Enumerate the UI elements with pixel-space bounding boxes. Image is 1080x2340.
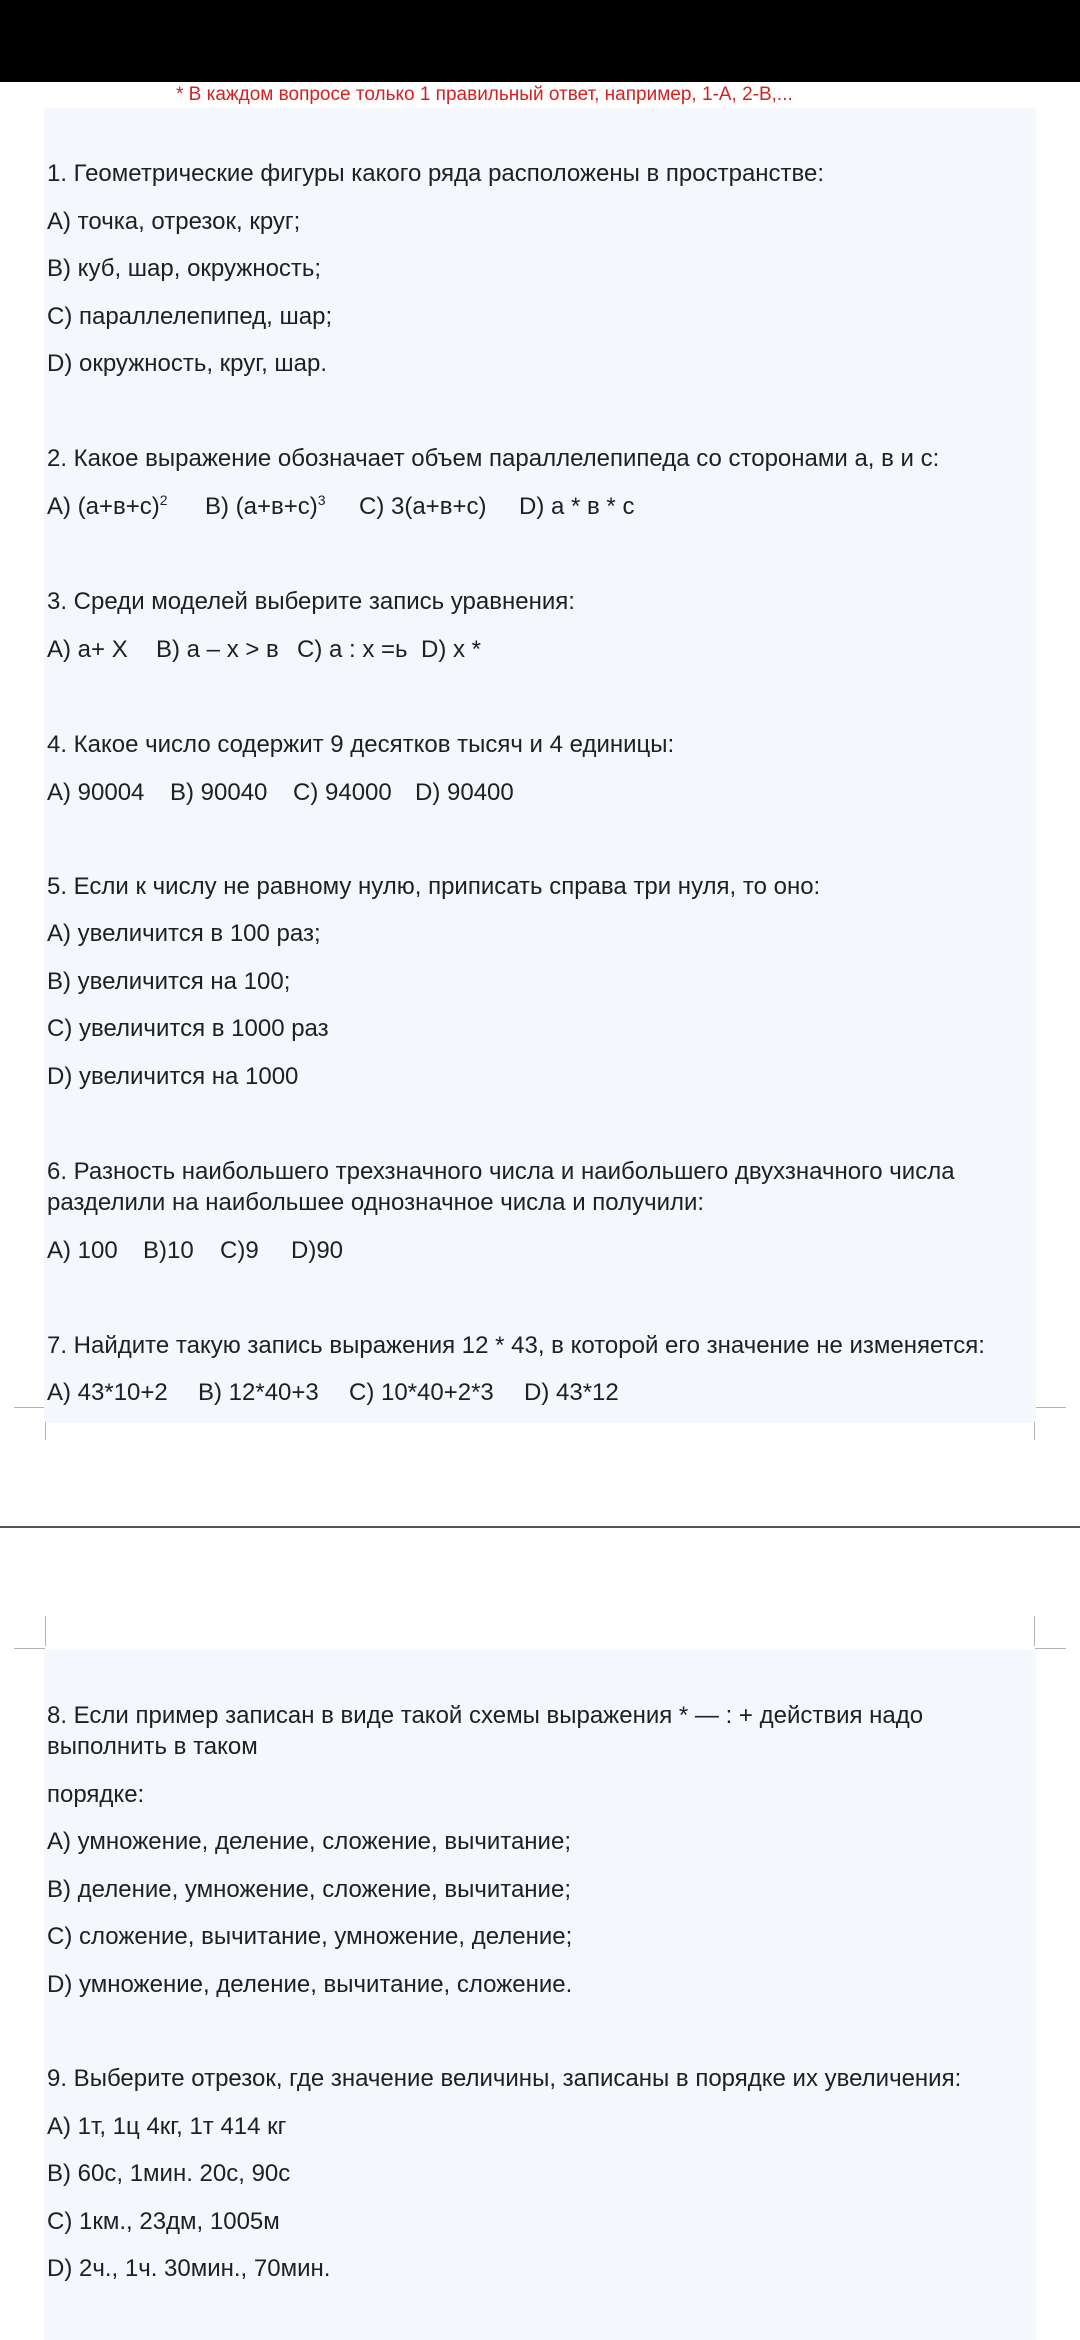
q4-option-a: A) 90004 (47, 779, 145, 806)
q3-option-c: C) а : х =ь (297, 636, 408, 663)
crop-mark-right-v-2 (1034, 1616, 1035, 1646)
q7-option-a: A) 43*10+2 (47, 1379, 168, 1406)
q6-option-d: D)90 (291, 1237, 344, 1264)
q5-option-c: C) увеличится в 1000 раз (47, 1015, 329, 1042)
q4-option-b: B) 90040 (170, 779, 268, 806)
q5-option-b: B) увеличится на 100; (47, 968, 291, 995)
q6-options (47, 1235, 343, 1266)
q7-option-b: B) 12*40+3 (198, 1379, 319, 1406)
q3-options (47, 634, 481, 665)
question-3: 3. Среди моделей выберите запись уравнения: (47, 588, 575, 615)
instruction-note: * В каждом вопросе только 1 правильный ответ, например, 1-A, 2-B,... (176, 84, 793, 105)
question-5: 5. Если к числу не равному нулю, приписать справа три нуля, то оно: (47, 873, 821, 900)
crop-mark-right-h-2 (1035, 1648, 1066, 1649)
q4-option-c: C) 94000 (293, 779, 392, 806)
q8-option-a: A) умножение, деление, сложение, вычитание; (47, 1828, 571, 1855)
crop-mark-left-h (14, 1407, 44, 1408)
q7-option-c: C) 10*40+2*3 (349, 1379, 494, 1406)
q8-option-c: C) сложение, вычитание, умножение, деление; (47, 1923, 573, 1950)
q8-option-b: B) деление, умножение, сложение, вычитание; (47, 1876, 571, 1903)
crop-mark-left-v-2 (45, 1616, 46, 1646)
crop-mark-left-v (45, 1422, 46, 1440)
q3-option-a: A) а+ Х (47, 636, 128, 663)
q6-option-c: C)9 (220, 1237, 259, 1264)
q2-option-d: D) а * в * с (519, 493, 635, 520)
question-9: 9. Выберите отрезок, где значение величины, записаны в порядке их увеличения: (47, 2065, 962, 2092)
q3-option-d: D) х * (421, 636, 481, 663)
q1-option-b: B) куб, шар, окружность; (47, 255, 322, 282)
q4-options (47, 777, 514, 808)
q4-option-d: D) 90400 (415, 779, 514, 806)
q7-options (47, 1377, 619, 1408)
q2-option-a: A) $(а+в+с)^2$ (47, 492, 168, 520)
question-8-continuation: порядке: (47, 1781, 145, 1808)
question-2: 2. Какое выражение обозначает объем параллелепипеда со сторонами а, в и с: (47, 445, 940, 472)
question-8: 8. Если пример записан в виде такой схемы выражения * — : + действия надо выполнить в таком (47, 1702, 924, 1760)
q1-option-d: D) окружность, круг, шар. (47, 350, 328, 377)
page-break-line (0, 1526, 1080, 1528)
q2-options (47, 491, 634, 522)
question-7: 7. Найдите такую запись выражения 12 * 43, в которой его значение не изменяется: (47, 1332, 985, 1359)
question-1: 1. Геометрические фигуры какого ряда расположены в пространстве: (47, 160, 825, 187)
q1-option-c: C) параллелепипед, шар; (47, 303, 333, 330)
q6-option-a: A) 100 (47, 1237, 118, 1264)
q3-option-b: B) а – х > в (156, 636, 279, 663)
crop-mark-right-h (1036, 1407, 1066, 1408)
question-6: 6. Разность наибольшего трехзначного числа и наибольшего двухзначного числа разделили на наибольшее однозначное числа и получили: (47, 1158, 955, 1216)
q2-option-c: C) 3(а+в+с) (359, 493, 487, 520)
q8-option-d: D) умножение, деление, вычитание, сложение. (47, 1971, 573, 1998)
top-black-bar (0, 0, 1080, 82)
q6-option-b: B)10 (143, 1237, 194, 1264)
crop-mark-right-v (1034, 1422, 1035, 1440)
q7-option-d: D) 43*12 (524, 1379, 619, 1406)
q9-option-c: C) 1км., 23дм, 1005м (47, 2208, 280, 2235)
question-4: 4. Какое число содержит 9 десятков тысяч и 4 единицы: (47, 731, 675, 758)
q5-option-a: A) увеличится в 100 раз; (47, 920, 321, 947)
q2-option-b: B) $(а+в+с)^3$ (205, 492, 326, 520)
q9-option-a: A) 1т, 1ц 4кг, 1т 414 кг (47, 2113, 287, 2140)
q9-option-d: D) 2ч., 1ч. 30мин., 70мин. (47, 2255, 331, 2282)
crop-mark-left-h-2 (14, 1648, 45, 1649)
q5-option-d: D) увеличится на 1000 (47, 1063, 299, 1090)
q9-option-b: B) 60с, 1мин. 20с, 90с (47, 2160, 291, 2187)
q1-option-a: A) точка, отрезок, круг; (47, 208, 301, 235)
